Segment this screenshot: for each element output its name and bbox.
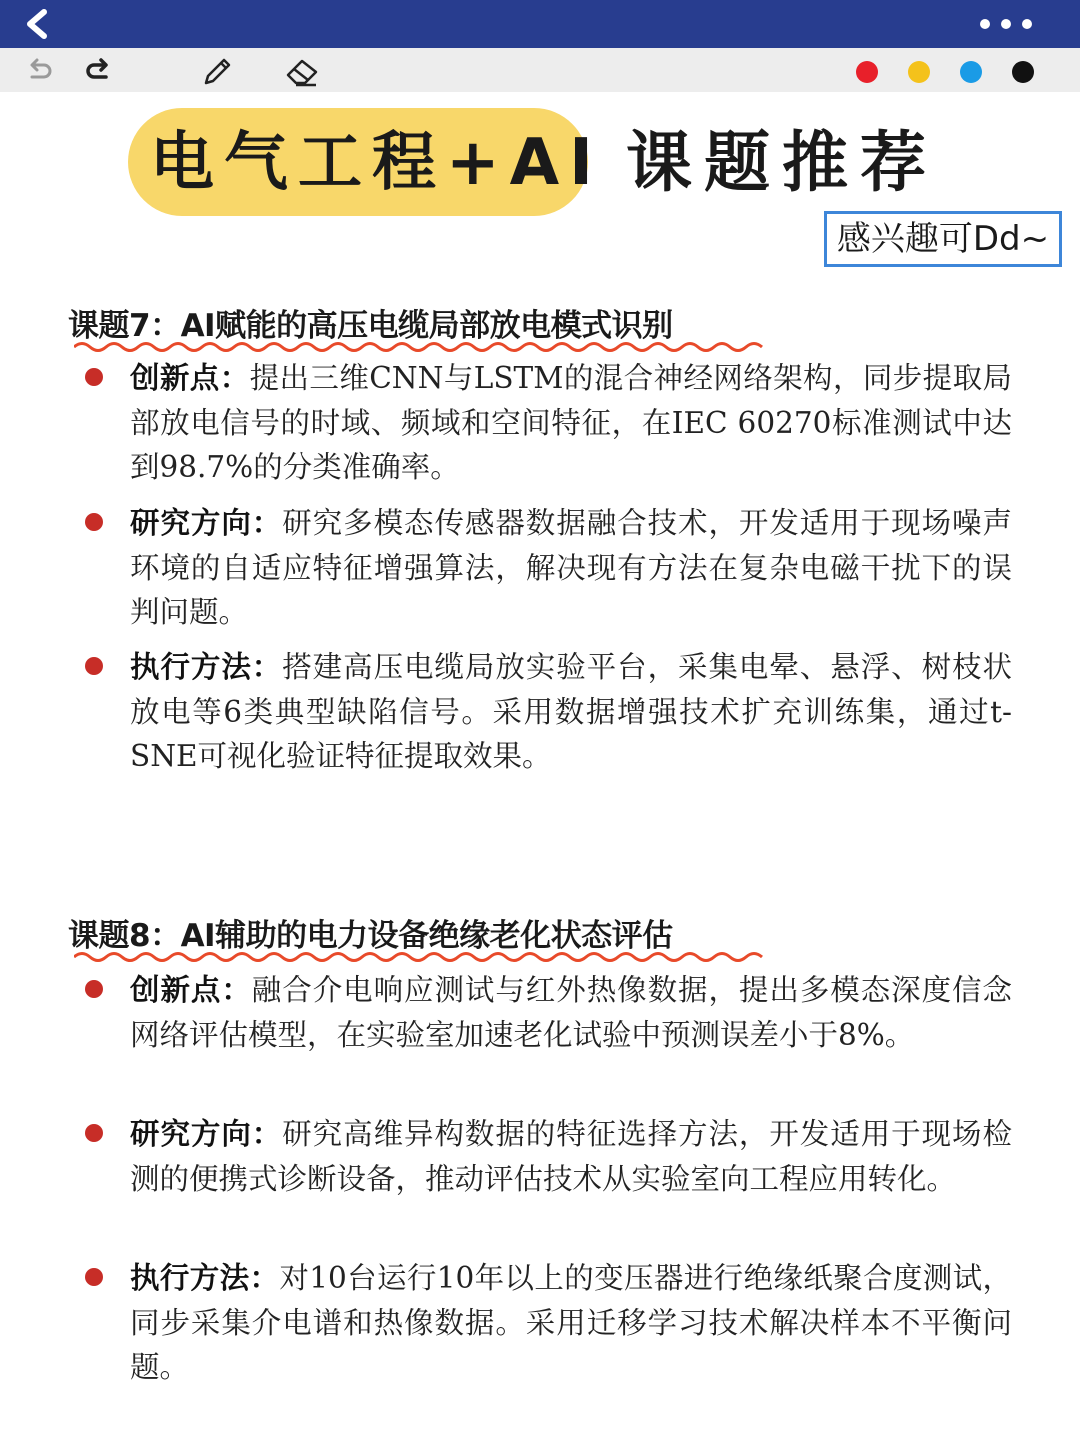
item-text: 研究多模态传感器数据融合技术，开发适用于现场噪声环境的自适应特征增强算法，解决现有方法在复杂电磁干扰下的误判问题。 — [130, 506, 1012, 629]
item-text: 对10台运行10年以上的变压器进行绝缘纸聚合度测试，同步采集介电谱和热像数据。采用迁移学习技术解决样本不平衡问题。 — [130, 1261, 1012, 1384]
item-text: 提出三维CNN与LSTM的混合神经网络架构，同步提取局部放电信号的时域、频域和空间特征，在IEC 60270标准测试中达到98.7%的分类准确率。 — [130, 361, 1012, 484]
pencil-button[interactable] — [200, 55, 232, 87]
item-label: 执行方法： — [130, 649, 283, 684]
bullet-icon — [85, 657, 103, 675]
item-text: 搭建高压电缆局放实验平台，采集电晕、悬浮、树枝状放电等6类典型缺陷信号。采用数据增强技术扩充训练集，通过t-SNE可视化验证特征提取效果。 — [130, 650, 1012, 773]
header-bar — [0, 0, 1080, 48]
topic-7-title: 课题7：AI赋能的高压电缆局部放电模式识别 — [68, 308, 673, 344]
undo-icon — [24, 55, 56, 87]
eraser-button[interactable] — [284, 55, 316, 87]
topic-7-innovation — [130, 356, 1012, 490]
topic-8-method — [130, 1256, 1012, 1390]
color-yellow-swatch[interactable] — [908, 61, 930, 83]
item-label: 创新点： — [130, 360, 250, 395]
more-options-button[interactable] — [980, 16, 1040, 32]
redo-button[interactable] — [82, 55, 114, 87]
more-dot-icon — [980, 19, 990, 29]
item-text: 研究高维异构数据的特征选择方法，开发适用于现场检测的便携式诊断设备，推动评估技术从实验室向工程应用转化。 — [130, 1117, 1012, 1196]
title-highlight-text: 电气工程+AI — [150, 126, 603, 200]
topic-7-method — [130, 645, 1012, 779]
bullet-icon — [85, 1268, 103, 1286]
bullet-icon — [85, 368, 103, 386]
color-red-swatch[interactable] — [856, 61, 878, 83]
topic-8-title: 课题8：AI辅助的电力设备绝缘老化状态评估 — [68, 918, 673, 954]
eraser-icon — [284, 55, 320, 89]
undo-button[interactable] — [24, 55, 56, 87]
pencil-icon — [200, 55, 234, 89]
topic-8-research-direction — [130, 1112, 1012, 1201]
bullet-icon — [85, 1124, 103, 1142]
more-dot-icon — [1001, 19, 1011, 29]
topic-7-research-direction — [130, 501, 1012, 635]
item-label: 执行方法： — [130, 1260, 280, 1295]
wavy-underline — [74, 950, 764, 964]
back-button[interactable] — [18, 6, 58, 42]
item-text: 融合介电响应测试与红外热像数据，提出多模态深度信念网络评估模型，在实验室加速老化试验中预测误差小于8%。 — [130, 973, 1012, 1052]
wavy-underline — [74, 340, 764, 354]
color-black-swatch[interactable] — [1012, 61, 1034, 83]
bullet-icon — [85, 513, 103, 531]
more-dot-icon — [1022, 19, 1032, 29]
chevron-left-icon — [18, 6, 58, 42]
redo-icon — [82, 55, 114, 87]
interest-stamp: 感兴趣可Dd~ — [824, 211, 1062, 267]
item-label: 创新点： — [130, 972, 252, 1007]
topic-8-innovation — [130, 968, 1012, 1057]
bullet-icon — [85, 980, 103, 998]
color-blue-swatch[interactable] — [960, 61, 982, 83]
page-title: 课题推荐 — [626, 124, 938, 201]
item-label: 研究方向： — [130, 1116, 283, 1151]
item-label: 研究方向： — [130, 505, 283, 540]
